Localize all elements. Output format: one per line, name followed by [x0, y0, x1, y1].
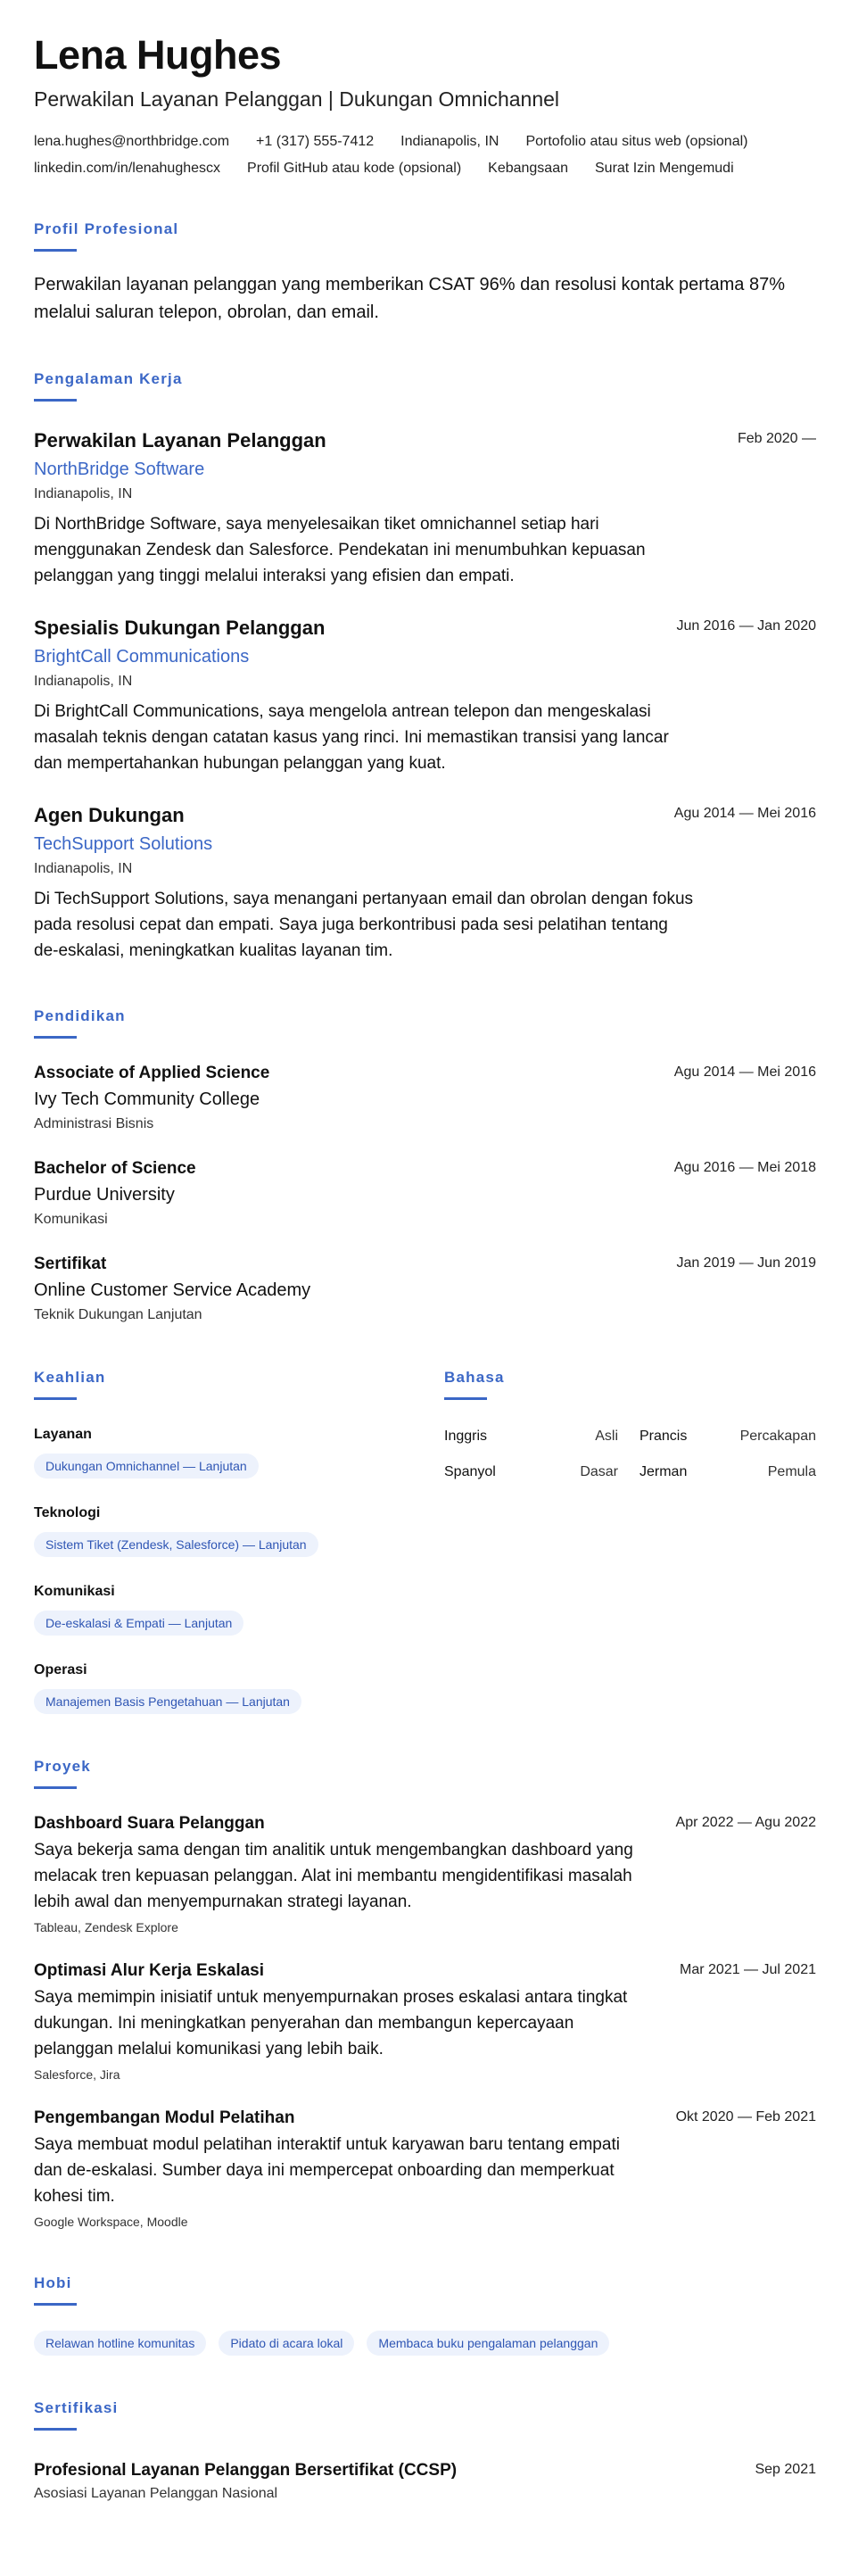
candidate-headline: Perwakilan Layanan Pelanggan | Dukungan Omnichannel	[34, 87, 560, 111]
section-divider	[34, 1036, 77, 1039]
certification-entry	[34, 2459, 816, 2504]
language-list	[444, 1427, 816, 1482]
project-dates: Okt 2020 — Feb 2021	[675, 2109, 816, 2125]
project-tools: Google Workspace, Moodle	[34, 2215, 188, 2229]
profile-section	[34, 219, 816, 327]
project-entry	[34, 1959, 816, 2083]
project-title: Pengembangan Modul Pelatihan	[34, 2108, 295, 2127]
education-school: Purdue University	[34, 1185, 175, 1205]
languages-section	[444, 1368, 816, 1714]
education-dates: Agu 2016 — Mei 2018	[673, 1160, 816, 1175]
education-entry	[34, 1157, 816, 1230]
skill-category: Operasi	[34, 1662, 87, 1677]
skill-group	[34, 1582, 444, 1636]
contact-info	[34, 134, 819, 177]
section-divider	[34, 2428, 77, 2431]
language-item	[444, 1462, 618, 1482]
skill-group	[34, 1425, 444, 1479]
contact-email[interactable]: lena.hughes@northbridge.com	[34, 134, 230, 149]
section-title: Bahasa	[444, 1369, 505, 1386]
job-company: NorthBridge Software	[34, 460, 205, 479]
section-title: Hobi	[34, 2274, 72, 2291]
project-description: Saya bekerja sama dengan tim analitik untuk mengembangkan dashboard yang melacak tren kepuasan pelanggan. Alat ini membantu mengidentifikasi masalah lebih awal dan menyempurnakan strategi layanan.	[34, 1841, 633, 1911]
skill-chip: De-eskalasi & Empati — Lanjutan	[34, 1611, 243, 1636]
section-title: Pendidikan	[34, 1007, 126, 1024]
education-degree: Bachelor of Science	[34, 1159, 196, 1178]
job-title: Spesialis Dukungan Pelanggan	[34, 617, 326, 639]
education-dates: Agu 2014 — Mei 2016	[673, 1064, 816, 1080]
project-tools: Salesforce, Jira	[34, 2067, 120, 2082]
section-divider	[34, 249, 77, 252]
section-divider	[34, 2303, 77, 2306]
contact-nationality: Kebangsaan	[488, 161, 568, 176]
section-divider	[444, 1397, 487, 1400]
candidate-name: Lena Hughes	[34, 32, 282, 78]
skill-category: Teknologi	[34, 1505, 101, 1520]
education-school: Ivy Tech Community College	[34, 1089, 260, 1109]
project-title: Dashboard Suara Pelanggan	[34, 1814, 265, 1833]
hobby-list	[34, 2331, 816, 2356]
language-item	[640, 1427, 816, 1446]
language-level: Percakapan	[739, 1429, 816, 1444]
hobby-chip: Membaca buku pengalaman pelanggan	[367, 2331, 609, 2356]
skills-section	[34, 1368, 444, 1714]
project-dates: Apr 2022 — Agu 2022	[675, 1815, 816, 1830]
job-company: BrightCall Communications	[34, 647, 250, 667]
skill-chip: Dukungan Omnichannel — Lanjutan	[34, 1454, 259, 1479]
project-dates: Mar 2021 — Jul 2021	[680, 1962, 816, 1977]
education-entry	[34, 1253, 816, 1325]
certifications-section	[34, 2398, 816, 2504]
job-company: TechSupport Solutions	[34, 834, 213, 854]
language-item	[444, 1427, 618, 1446]
skill-group	[34, 1661, 444, 1714]
contact-phone[interactable]: +1 (317) 555-7412	[256, 134, 375, 149]
profile-summary: Perwakilan layanan pelanggan yang memberikan CSAT 96% dan resolusi kontak pertama 87% melalui saluran telepon, obrolan, dan email.	[34, 275, 785, 322]
experience-section	[34, 369, 816, 964]
section-divider	[34, 1786, 77, 1789]
section-title: Sertifikasi	[34, 2399, 119, 2416]
job-location: Indianapolis, IN	[34, 861, 133, 876]
language-name: Inggris	[444, 1429, 488, 1444]
job-entry	[34, 616, 816, 776]
contact-driving-license: Surat Izin Mengemudi	[595, 161, 734, 176]
job-dates: Feb 2020 —	[737, 431, 816, 446]
contact-github: Profil GitHub atau kode (opsional)	[247, 161, 462, 176]
skill-group	[34, 1503, 444, 1557]
education-dates: Jan 2019 — Jun 2019	[676, 1255, 816, 1271]
project-title: Optimasi Alur Kerja Eskalasi	[34, 1961, 265, 1980]
hobby-chip: Pidato di acara lokal	[219, 2331, 354, 2356]
job-description: Di TechSupport Solutions, saya menangani pertanyaan email dan obrolan dengan fokus pada resolusi cepat dan empati. Saya juga berkontribusi pada sesi pelatihan tentang de-eskalasi, meningkatkan kualitas layanan tim.	[34, 890, 694, 960]
contact-portfolio: Portofolio atau situs web (opsional)	[525, 134, 748, 149]
job-dates: Jun 2016 — Jan 2020	[676, 618, 816, 634]
education-field: Administrasi Bisnis	[34, 1116, 154, 1131]
skills-languages-row	[34, 1368, 816, 1714]
section-title: Keahlian	[34, 1369, 106, 1386]
section-divider	[34, 1397, 77, 1400]
education-degree: Sertifikat	[34, 1255, 107, 1273]
certification-date: Sep 2021	[755, 2462, 816, 2477]
job-location: Indianapolis, IN	[34, 486, 133, 501]
certification-org: Asosiasi Layanan Pelanggan Nasional	[34, 2486, 278, 2501]
job-entry	[34, 428, 816, 589]
section-title: Pengalaman Kerja	[34, 370, 183, 387]
skill-category: Komunikasi	[34, 1584, 115, 1599]
job-title: Agen Dukungan	[34, 804, 185, 826]
job-description: Di NorthBridge Software, saya menyelesaikan tiket omnichannel setiap hari menggunakan Zendesk dan Salesforce. Pendekatan ini menumbuhkan kepuasan pelanggan yang tinggi melalui interaksi yang efisien dan empati.	[34, 515, 646, 585]
language-name: Jerman	[640, 1464, 688, 1479]
hobbies-section	[34, 2274, 816, 2356]
education-field: Komunikasi	[34, 1212, 108, 1227]
project-description: Saya membuat modul pelatihan interaktif untuk karyawan baru tentang empati dan de-eskalasi. Sumber daya ini mempercepat onboarding dan memperkuat kohesi tim.	[34, 2135, 620, 2206]
contact-linkedin[interactable]: linkedin.com/in/lenahughescx	[34, 161, 221, 176]
education-entry	[34, 1062, 816, 1134]
projects-section	[34, 1757, 816, 2231]
job-entry	[34, 803, 816, 964]
project-entry	[34, 1812, 816, 1936]
section-title: Profil Profesional	[34, 220, 179, 237]
contact-location: Indianapolis, IN	[400, 134, 499, 149]
section-title: Proyek	[34, 1758, 91, 1775]
education-degree: Associate of Applied Science	[34, 1064, 270, 1082]
language-level: Asli	[595, 1429, 618, 1444]
skill-category: Layanan	[34, 1427, 92, 1442]
project-tools: Tableau, Zendesk Explore	[34, 1920, 178, 1934]
job-description: Di BrightCall Communications, saya mengelola antrean telepon dan mengeskalasi masalah teknis dengan catatan kasus yang rinci. Ini memastikan transisi yang lancar dan mempertahankan hubungan pelanggan yang kuat.	[34, 702, 669, 773]
language-level: Dasar	[580, 1464, 618, 1479]
language-name: Spanyol	[444, 1464, 496, 1479]
skill-chip: Manajemen Basis Pengetahuan — Lanjutan	[34, 1689, 301, 1714]
language-item	[640, 1462, 816, 1482]
language-name: Prancis	[640, 1429, 688, 1444]
project-description: Saya memimpin inisiatif untuk menyempurnakan proses eskalasi antara tingkat dukungan. Ini meningkatkan penyerahan dan membangun kepercayaan pelanggan melalui komunikasi yang lebih baik.	[34, 1988, 628, 2058]
job-title: Perwakilan Layanan Pelanggan	[34, 429, 326, 451]
education-field: Teknik Dukungan Lanjutan	[34, 1307, 202, 1322]
education-school: Online Customer Service Academy	[34, 1280, 311, 1300]
project-entry	[34, 2107, 816, 2231]
language-level: Pemula	[767, 1464, 816, 1479]
job-location: Indianapolis, IN	[34, 674, 133, 689]
section-divider	[34, 399, 77, 402]
hobby-chip: Relawan hotline komunitas	[34, 2331, 206, 2356]
certification-title: Profesional Layanan Pelanggan Bersertifikat (CCSP)	[34, 2461, 458, 2480]
education-section	[34, 1006, 816, 1325]
job-dates: Agu 2014 — Mei 2016	[673, 806, 816, 821]
skill-chip: Sistem Tiket (Zendesk, Salesforce) — Lanjutan	[34, 1532, 318, 1557]
